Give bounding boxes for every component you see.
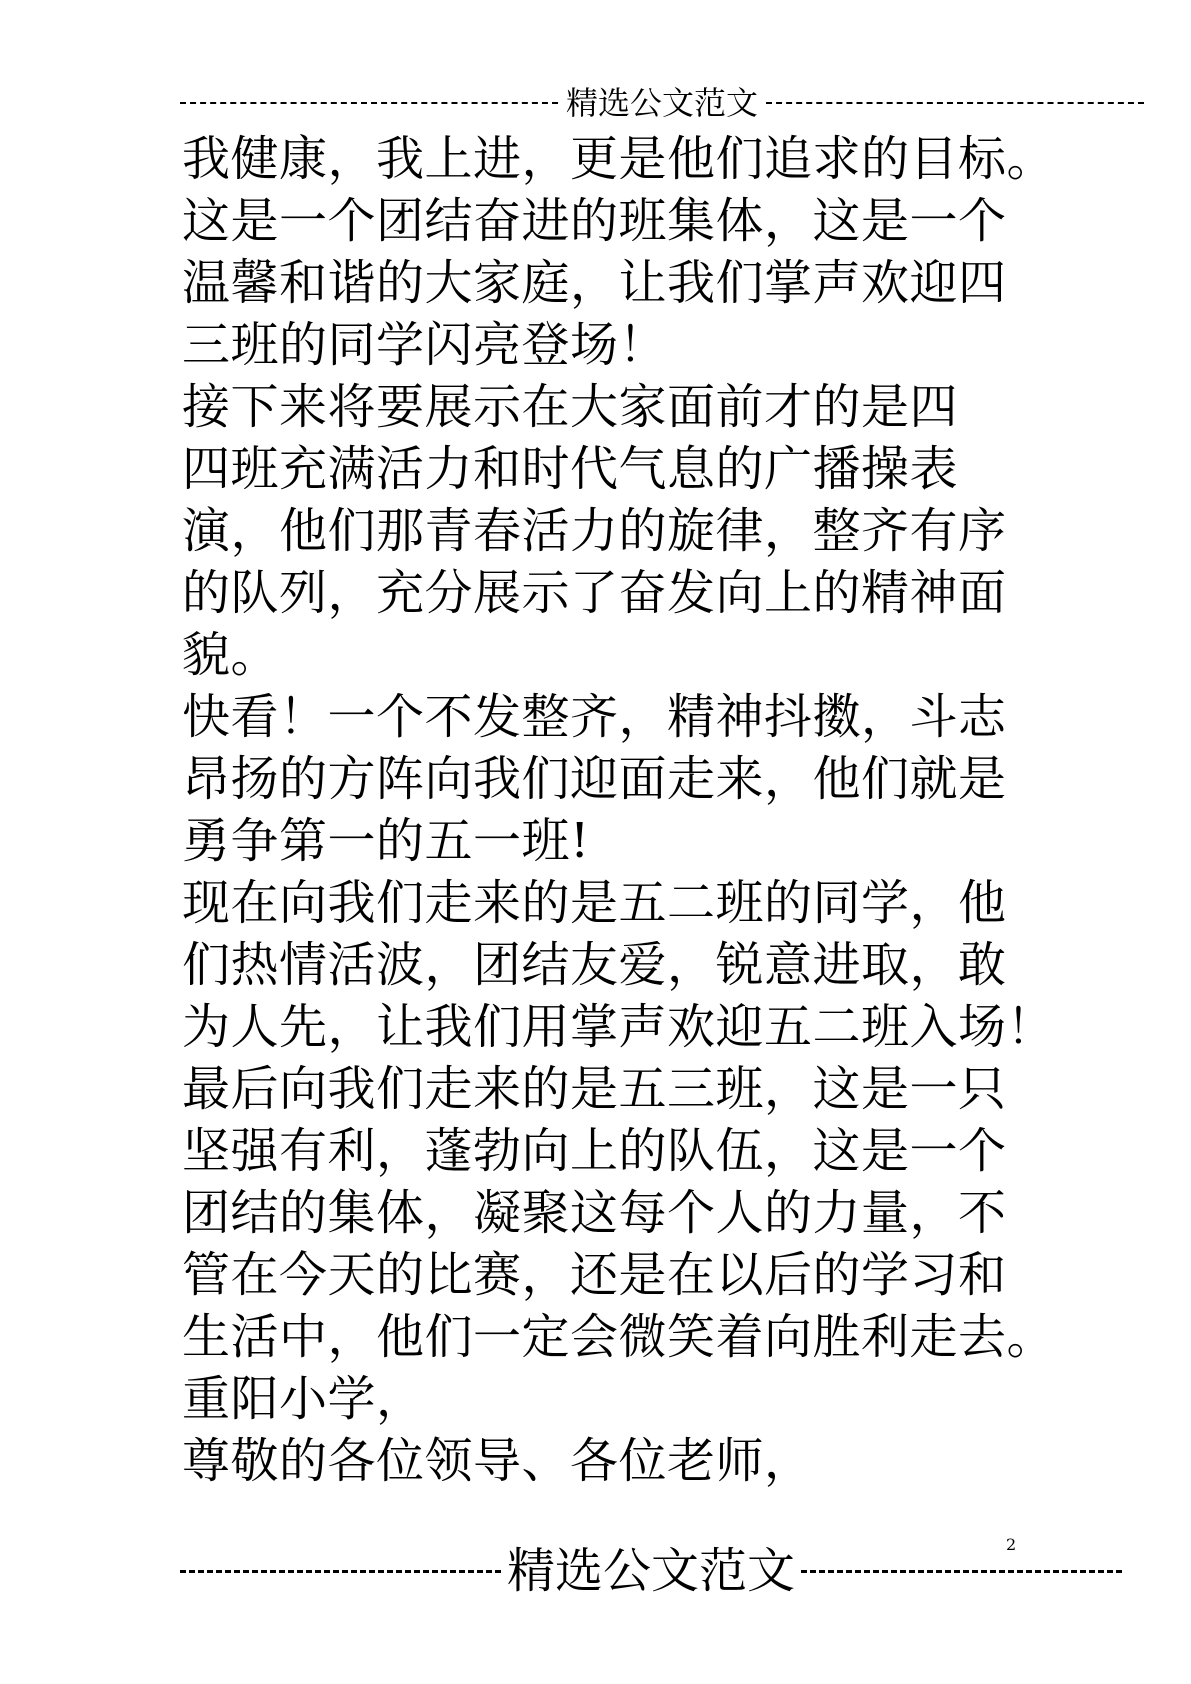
text-line: 的队列，充分展示了奋发向上的精神面 bbox=[182, 565, 1007, 621]
text-line: 重阳小学， bbox=[182, 1371, 425, 1427]
page-footer bbox=[180, 1536, 1122, 1606]
footer-rule-left bbox=[180, 1570, 501, 1573]
text-line: 温馨和谐的大家庭，让我们掌声欢迎四 bbox=[182, 255, 1007, 311]
text-line: 三班的同学闪亮登场！ bbox=[182, 317, 668, 373]
header-rule-right bbox=[766, 102, 1144, 104]
page-header bbox=[180, 78, 1144, 128]
text-line: 尊敬的各位领导、各位老师， bbox=[182, 1433, 813, 1489]
footer-title: 精选公文范文 bbox=[507, 1543, 796, 1599]
text-line: 貌。 bbox=[182, 627, 280, 683]
text-line: 四班充满活力和时代气息的广播操表 bbox=[182, 441, 959, 497]
text-line: 现在向我们走来的是五二班的同学，他 bbox=[182, 875, 1007, 931]
text-line: 勇争第一的五一班! bbox=[182, 813, 590, 869]
text-line: 这是一个团结奋进的班集体，这是一个 bbox=[182, 193, 1007, 249]
text-line: 快看！一个不发整齐，精神抖擞，斗志 bbox=[182, 689, 1007, 745]
text-line: 为人先，让我们用掌声欢迎五二班入场！ bbox=[182, 999, 1056, 1055]
text-line: 我健康，我上进，更是他们追求的目标。 bbox=[182, 131, 1056, 187]
text-line: 接下来将要展示在大家面前才的是四 bbox=[182, 379, 959, 435]
text-line: 生活中，他们一定会微笑着向胜利走去。 bbox=[182, 1309, 1056, 1365]
text-line: 昂扬的方阵向我们迎面走来，他们就是 bbox=[182, 751, 1007, 807]
header-rule-left bbox=[180, 102, 558, 104]
document-body bbox=[182, 128, 1056, 1492]
text-line: 管在今天的比赛，还是在以后的学习和 bbox=[182, 1247, 1007, 1303]
footer-rule-right bbox=[801, 1570, 1122, 1573]
text-line: 演，他们那青春活力的旋律，整齐有序 bbox=[182, 503, 1007, 559]
text-line: 最后向我们走来的是五三班，这是一只 bbox=[182, 1061, 1007, 1117]
header-title: 精选公文范文 bbox=[566, 84, 759, 122]
text-line: 坚强有利，蓬勃向上的队伍，这是一个 bbox=[182, 1123, 1007, 1179]
page-number: 2 bbox=[1006, 1535, 1017, 1554]
text-line: 团结的集体，凝聚这每个人的力量，不 bbox=[182, 1185, 1007, 1241]
text-line: 们热情活波，团结友爱，锐意进取，敢 bbox=[182, 937, 1007, 993]
